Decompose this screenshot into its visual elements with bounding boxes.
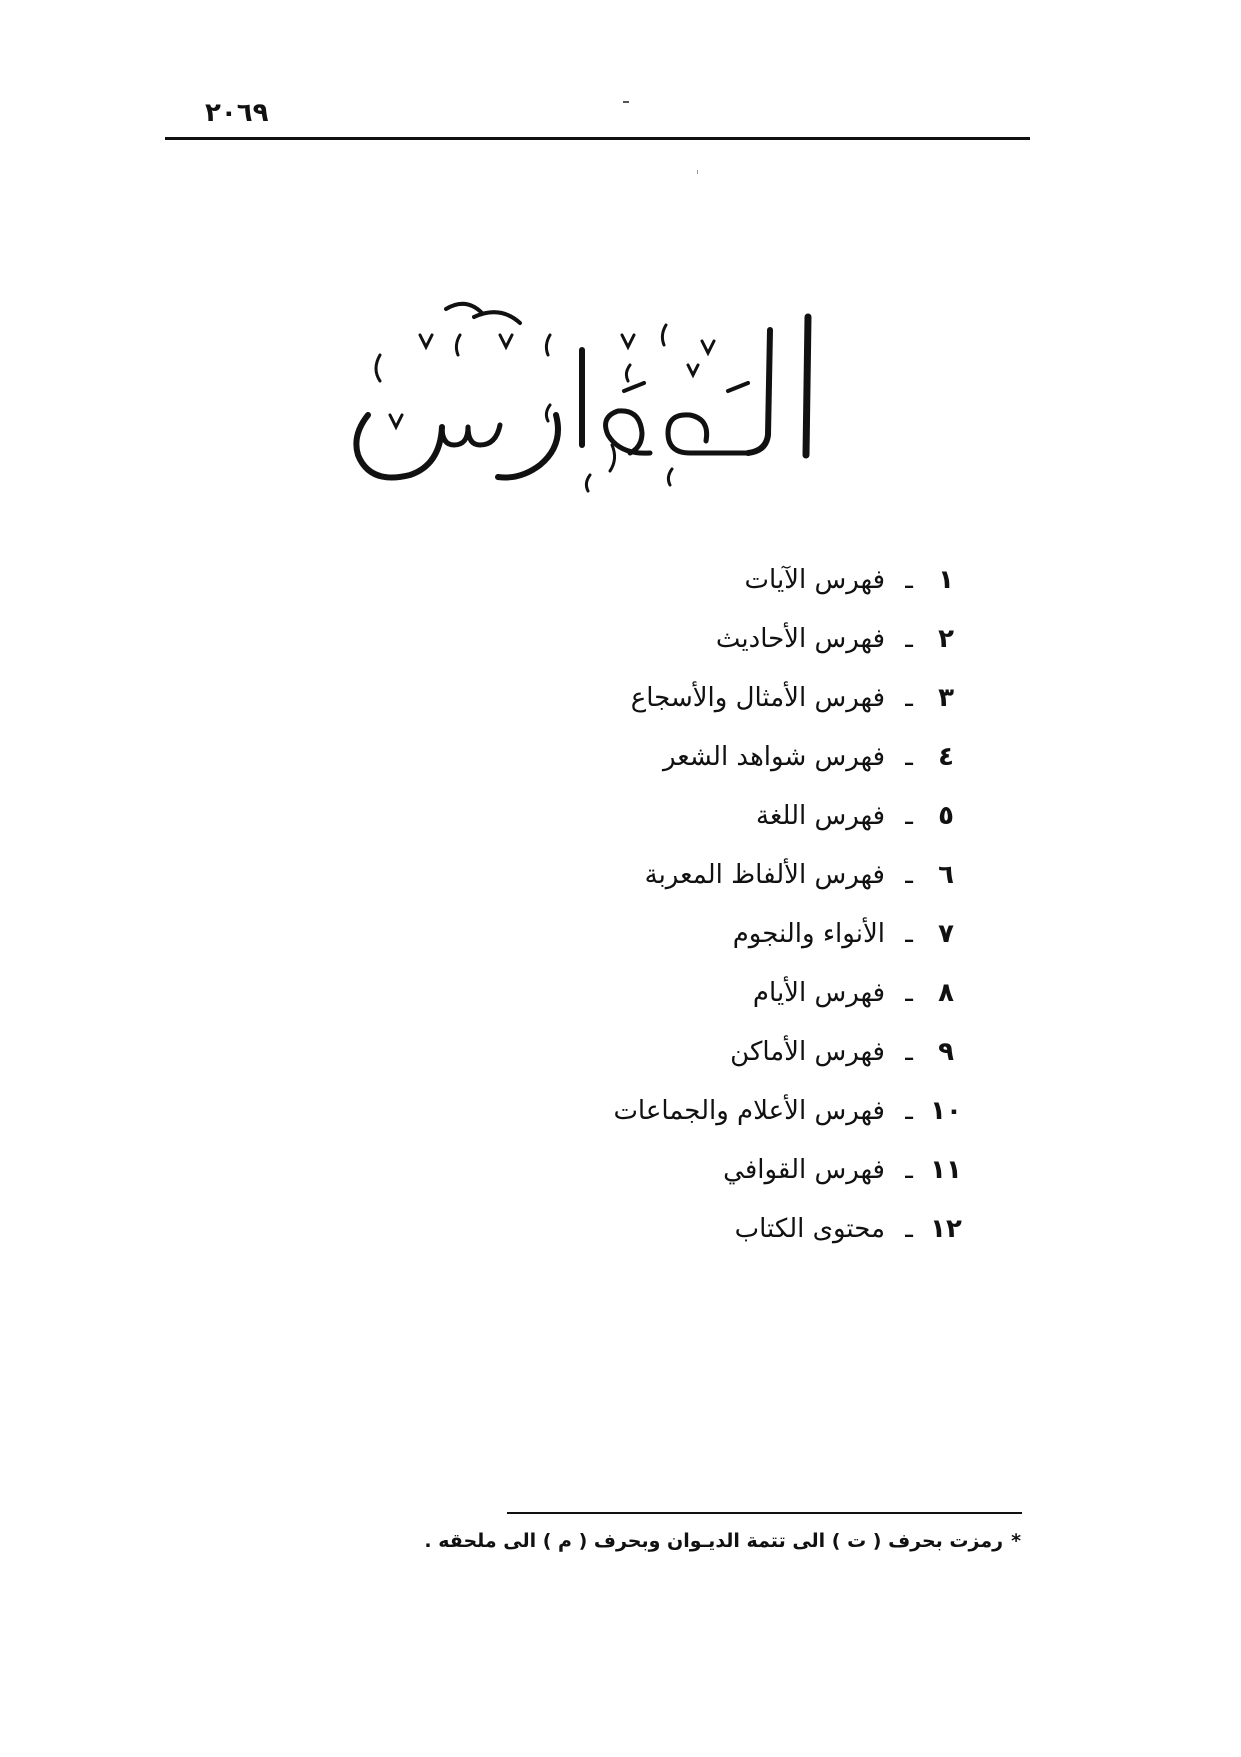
toc-entry [0, 1155, 965, 1214]
toc-entry-number: ٨ [938, 978, 954, 1008]
footnote-asterisk: * [1011, 1530, 1021, 1552]
toc-entry [0, 1214, 965, 1273]
toc-entry-label: فهرس اللغة [756, 801, 885, 831]
toc-entry-dash: ـ [905, 1037, 913, 1067]
toc-entry [0, 1037, 965, 1096]
toc-entry-label: فهرس القوافي [723, 1155, 885, 1185]
toc-entry-number: ٤ [938, 742, 954, 772]
toc-entry-label: فهرس الآيات [744, 565, 885, 595]
toc-entry-number: ١١ [930, 1155, 962, 1185]
toc-entry-dash: ـ [905, 978, 913, 1008]
toc-entry [0, 1096, 965, 1155]
toc-entry-dash: ـ [905, 742, 913, 772]
toc-entry-number: ٥ [938, 801, 954, 831]
footnote-text: رمزت بحرف ( ت ) الى تتمة الديـوان وبحرف ( م ) الى ملحقه . [424, 1530, 1004, 1552]
toc-entry-number: ٩ [938, 1037, 954, 1067]
toc-entry-dash: ـ [905, 624, 913, 654]
toc-entry [0, 919, 965, 978]
ink-tick [697, 170, 698, 174]
toc-entry-label: فهرس الأيام [752, 978, 885, 1008]
toc-entry-dash: ـ [905, 801, 913, 831]
footnote [424, 1530, 1021, 1552]
toc-entry [0, 683, 965, 742]
toc-entry-number: ٣ [938, 683, 954, 713]
header-rule [165, 137, 1030, 140]
toc-entry-number: ١ [938, 565, 954, 595]
toc-entry [0, 978, 965, 1037]
toc-entry-dash: ـ [905, 683, 913, 713]
page-number: ٢٠٦٩ [205, 98, 269, 128]
toc-entry-label: فهرس الأعلام والجماعات [613, 1096, 885, 1126]
toc-entry-label: فهرس الأماكن [730, 1037, 885, 1067]
toc-entry-label: فهرس الألفاظ المعربة [644, 860, 885, 890]
toc-entry [0, 624, 965, 683]
toc-entry [0, 565, 965, 624]
footnote-rule [507, 1512, 1022, 1514]
toc-entry-dash: ـ [905, 1096, 913, 1126]
toc-entry-number: ٧ [938, 919, 954, 949]
toc-entry-number: ١٢ [930, 1214, 962, 1244]
toc-entry-number: ٦ [938, 860, 954, 890]
toc-entry-label: الأنواء والنجوم [732, 919, 885, 949]
table-of-contents [0, 565, 965, 1273]
toc-entry-dash: ـ [905, 860, 913, 890]
toc-entry-number: ١٠ [930, 1096, 962, 1126]
toc-entry-label: فهرس الأحاديث [715, 624, 885, 654]
toc-entry-dash: ـ [905, 1214, 913, 1244]
toc-entry-label: فهرس شواهد الشعر [662, 742, 885, 772]
toc-entry-dash: ـ [905, 565, 913, 595]
ink-speck [623, 101, 629, 103]
toc-entry-label: محتوى الكتاب [734, 1214, 885, 1244]
toc-entry-label: فهرس الأمثال والأسجاع [630, 683, 885, 713]
toc-entry-dash: ـ [905, 1155, 913, 1185]
toc-entry [0, 860, 965, 919]
toc-entry-dash: ـ [905, 919, 913, 949]
toc-entry-number: ٢ [938, 624, 954, 654]
toc-entry [0, 742, 965, 801]
title-calligraphy [350, 295, 850, 495]
toc-entry [0, 801, 965, 860]
